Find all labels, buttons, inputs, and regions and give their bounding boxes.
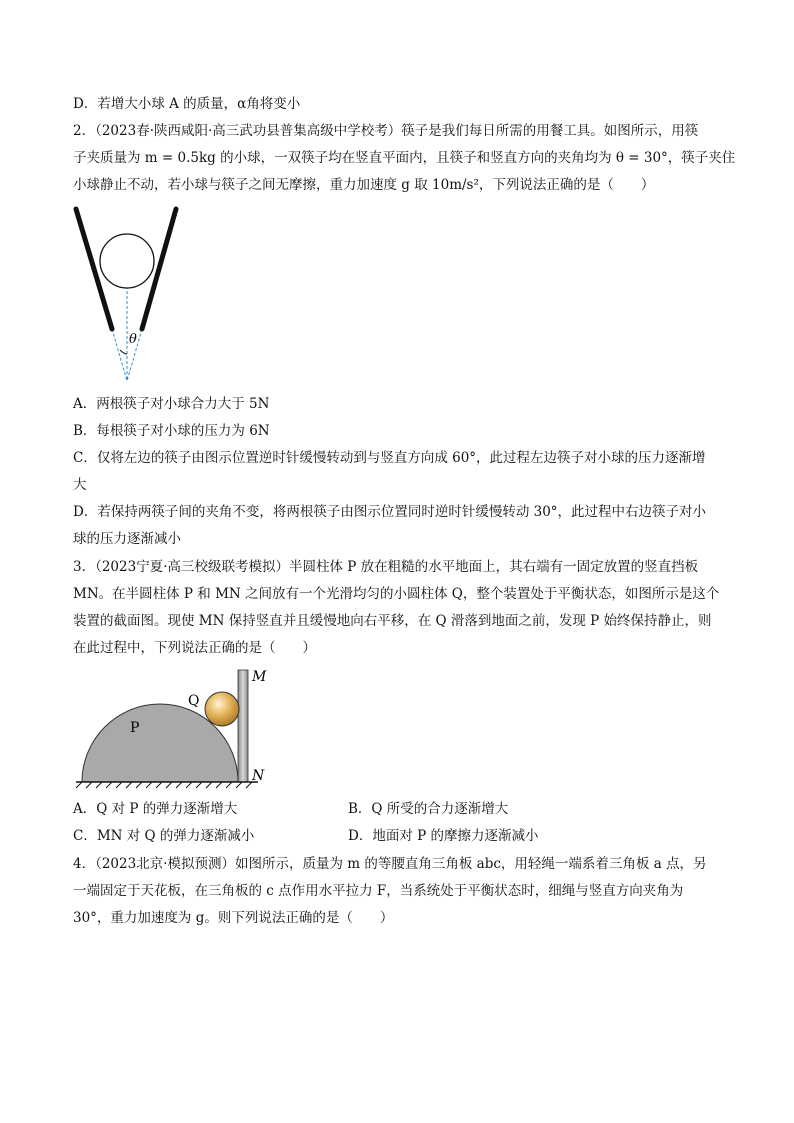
left-dashed-line (112, 329, 127, 381)
q2-option-d-line2: 球的压力逐渐减小 (73, 531, 181, 547)
q2-option-b: B．每根筷子对小球的压力为 6N (73, 423, 270, 439)
q2-option-c-line1: C．仅将左边的筷子由图示位置逆时针缓慢转动到与竖直方向成 60°，此过程左边筷子对小球的压力逐渐增 (73, 450, 706, 466)
theta-arc (120, 350, 127, 354)
q4-stem-line1: 4．（2023北京·模拟预测）如图所示，质量为 m 的等腰直角三角板 abc，用轻绳一端系着三角板 a 点，另 (73, 856, 707, 872)
q3-stem-line1: 3．（2023宁夏·高三校级联考模拟）半圆柱体 P 放在粗糙的水平地面上，其右端有一固定放置的竖直挡板 (73, 559, 699, 575)
label-n: N (252, 768, 265, 784)
q3-option-a: A．Q 对 P 的弹力逐渐增大 (73, 801, 238, 817)
plate-mn (238, 670, 248, 782)
q3-option-b: B．Q 所受的合力逐渐增大 (348, 801, 509, 817)
ground-hatch (76, 782, 252, 788)
half-cylinder-figure (72, 664, 282, 794)
q3-stem-line4: 在此过程中，下列说法正确的是（ ） (73, 640, 316, 656)
q3-option-d: D．地面对 P 的摩擦力逐渐减小 (348, 828, 539, 844)
chopsticks-figure (70, 205, 190, 385)
q3-stem-line3: 装置的截面图。现使 MN 保持竖直并且缓慢地向右平移，在 Q 滑落到地面之前，发现 P 始终保持静止，则 (73, 613, 712, 629)
q2-stem-line1: 2．（2023春·陕西咸阳·高三武功县普集高级中学校考）筷子是我们每日所需的用餐工具。如图所示，用筷 (73, 123, 699, 139)
q4-stem-line2: 一端固定于天花板，在三角板的 c 点作用水平拉力 F，当系统处于平衡状态时，细绳与竖直方向夹角为 (73, 883, 684, 899)
label-p: P (130, 720, 140, 736)
q1-option-d: D．若增大小球 A 的质量，α角将变小 (73, 96, 301, 112)
q2-option-d-line1: D．若保持两筷子间的夹角不变，将两根筷子由图示位置同时逆时针缓慢转动 30°，此过程中右边筷子对小 (73, 504, 707, 520)
ball-q (205, 692, 239, 726)
ball (100, 234, 154, 288)
label-m: M (252, 669, 267, 685)
q2-stem-line3: 小球静止不动，若小球与筷子之间无摩擦，重力加速度 g 取 10m/s²，下列说法正确的是（ ） (73, 177, 655, 193)
q2-option-a: A．两根筷子对小球合力大于 5N (73, 396, 270, 412)
q2-stem-line2: 子夹质量为 m = 0.5kg 的小球，一双筷子均在竖直平面内，且筷子和竖直方向的夹角均为 θ = 30°，筷子夹住 (73, 150, 736, 166)
q4-stem-line3: 30°，重力加速度为 g。则下列说法正确的是（ ） (73, 910, 394, 926)
label-q: Q (188, 693, 200, 709)
theta-label: θ (129, 332, 137, 347)
q3-option-c: C．MN 对 Q 的弹力逐渐减小 (73, 828, 255, 844)
q2-option-c-line2: 大 (73, 477, 87, 493)
q3-stem-line2: MN。在半圆柱体 P 和 MN 之间放有一个光滑均匀的小圆柱体 Q，整个装置处于平衡状态，如图所示是这个 (73, 586, 720, 602)
